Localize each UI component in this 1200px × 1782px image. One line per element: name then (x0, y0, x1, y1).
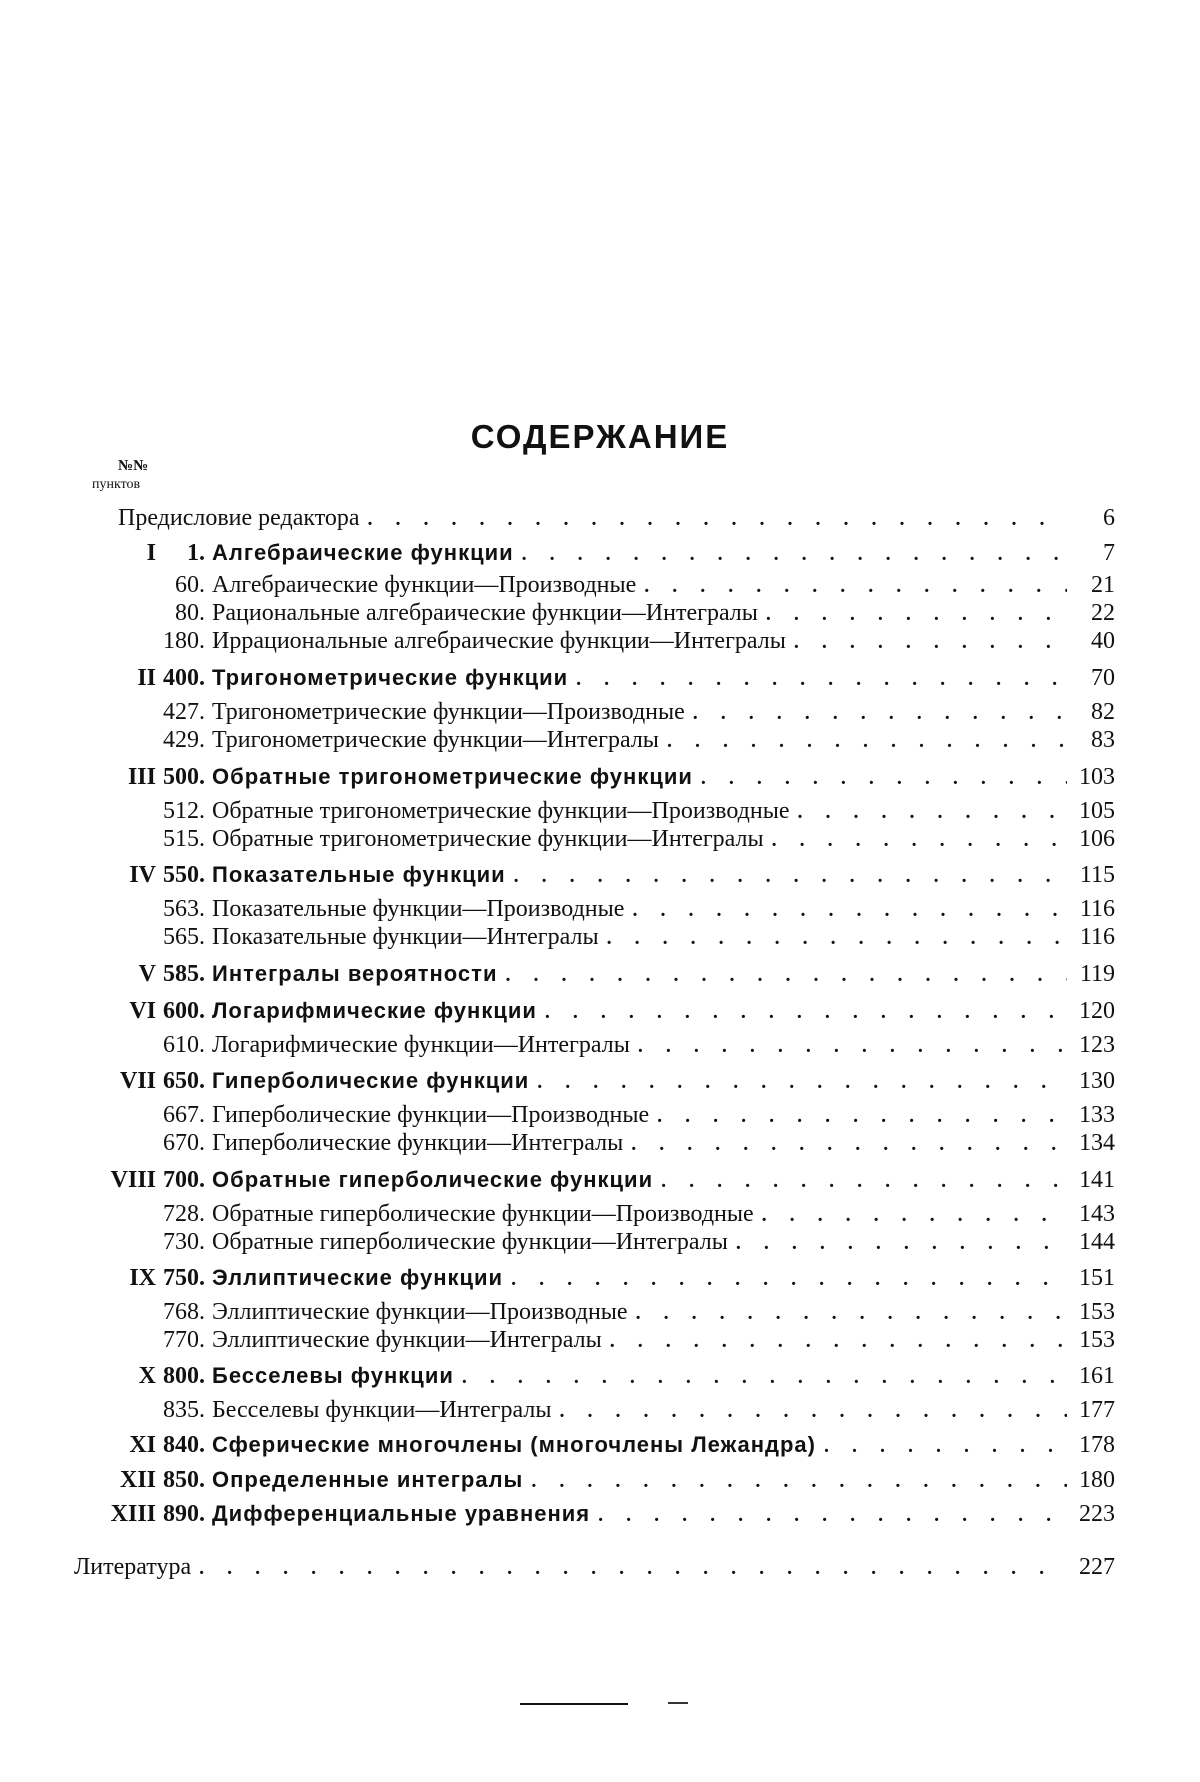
dot-leader (636, 1298, 1067, 1328)
column-header-number-sign: №№ (118, 458, 148, 475)
entry-title: Обратные тригонометрические функции (212, 762, 693, 792)
dot-leader (638, 1031, 1067, 1061)
page-number: 116 (1075, 922, 1115, 952)
entry-title: Гиперболические функции—Производные (212, 1100, 649, 1130)
dot-leader (661, 1166, 1067, 1196)
page-number: 134 (1075, 1128, 1115, 1158)
column-header-label: пунктов (92, 477, 140, 493)
page-number: 177 (1075, 1395, 1115, 1425)
toc-entry[interactable] (0, 1325, 1200, 1355)
section-number: 730. (163, 1227, 205, 1257)
section-number: 512. (163, 796, 205, 826)
page-number: 151 (1075, 1263, 1115, 1293)
section-number: 563. (163, 894, 205, 924)
page-number: 82 (1075, 697, 1115, 727)
section-number: 750. (163, 1263, 205, 1293)
page-number: 227 (1075, 1552, 1115, 1582)
entry-title: Сферические многочлены (многочлены Лежандра) (212, 1430, 816, 1460)
section-number: 60. (175, 570, 205, 600)
toc-entry[interactable] (0, 922, 1200, 952)
section-number: 650. (163, 1066, 205, 1096)
dot-leader (657, 1101, 1067, 1131)
dot-leader (736, 1228, 1067, 1258)
toc-entry[interactable] (0, 1361, 1200, 1391)
dot-leader (462, 1362, 1067, 1392)
entry-title: Обратные гиперболические функции—Интегралы (212, 1227, 728, 1257)
toc-entry[interactable] (0, 1128, 1200, 1158)
section-number: 80. (175, 598, 205, 628)
toc-entry[interactable] (0, 996, 1200, 1026)
dot-leader (762, 1200, 1067, 1230)
entry-title: Тригонометрические функции—Интегралы (212, 725, 659, 755)
entry-title: Показательные функции—Производные (212, 894, 624, 924)
dot-leader (607, 923, 1067, 953)
dot-leader (537, 1067, 1067, 1097)
dot-leader (531, 1466, 1067, 1496)
dot-leader (644, 571, 1067, 601)
chapter-roman-numeral: V (139, 959, 156, 989)
entry-title: Обратные гиперболические функции—Производные (212, 1199, 754, 1229)
page-number: 144 (1075, 1227, 1115, 1257)
toc-entry[interactable] (0, 894, 1200, 924)
page-number: 143 (1075, 1199, 1115, 1229)
toc-entry[interactable] (0, 1165, 1200, 1195)
section-number: 768. (163, 1297, 205, 1327)
footer-rule (520, 1703, 628, 1705)
section-number: 565. (163, 922, 205, 952)
chapter-roman-numeral: VII (120, 1066, 156, 1096)
entry-title: Предисловие редактора (118, 503, 360, 533)
chapter-roman-numeral: XI (129, 1430, 156, 1460)
dot-leader (505, 960, 1067, 990)
dot-leader (559, 1396, 1067, 1426)
entry-title: Тригонометрические функции—Производные (212, 697, 685, 727)
toc-entry[interactable] (0, 1030, 1200, 1060)
page-number: 105 (1075, 796, 1115, 826)
footer-dash (668, 1702, 688, 1704)
section-number: 600. (163, 996, 205, 1026)
page-number: 70 (1075, 663, 1115, 693)
entry-title: Иррациональные алгебраические функции—Интегралы (212, 626, 786, 656)
dot-leader (798, 797, 1068, 827)
page-number: 180 (1075, 1465, 1115, 1495)
entry-title: Эллиптические функции—Производные (212, 1297, 628, 1327)
page-number: 223 (1075, 1499, 1115, 1529)
section-number: 500. (163, 762, 205, 792)
entry-title: Обратные тригонометрические функции—Производные (212, 796, 790, 826)
toc-entry[interactable] (0, 1465, 1200, 1495)
dot-leader (522, 539, 1067, 569)
page-number: 116 (1075, 894, 1115, 924)
section-number: 610. (163, 1030, 205, 1060)
entry-title: Обратные тригонометрические функции—Интегралы (212, 824, 764, 854)
toc-entry[interactable] (0, 824, 1200, 854)
toc-entry[interactable] (0, 1227, 1200, 1257)
page-number: 161 (1075, 1361, 1115, 1391)
page-number: 103 (1075, 762, 1115, 792)
page-number: 153 (1075, 1325, 1115, 1355)
section-number: 585. (163, 959, 205, 989)
page-number: 178 (1075, 1430, 1115, 1460)
entry-title: Показательные функции (212, 860, 506, 890)
section-number: 840. (163, 1430, 205, 1460)
toc-entry[interactable] (0, 1395, 1200, 1425)
dot-leader (632, 895, 1067, 925)
entry-title: Литература (74, 1552, 191, 1582)
entry-title: Эллиптические функции—Интегралы (212, 1325, 602, 1355)
toc-entry[interactable] (0, 959, 1200, 989)
section-number: 770. (163, 1325, 205, 1355)
toc-entry[interactable] (0, 1297, 1200, 1327)
dot-leader (199, 1553, 1067, 1583)
dot-leader (772, 825, 1067, 855)
page-number: 119 (1075, 959, 1115, 989)
section-number: 670. (163, 1128, 205, 1158)
page-title: СОДЕРЖАНИЕ (0, 418, 1200, 456)
entry-title: Тригонометрические функции (212, 663, 568, 693)
entry-title: Дифференциальные уравнения (212, 1499, 590, 1529)
dot-leader (766, 599, 1067, 629)
dot-leader (368, 504, 1067, 534)
section-number: 429. (163, 725, 205, 755)
toc-entry[interactable] (0, 697, 1200, 727)
toc-entry[interactable] (0, 1430, 1200, 1460)
section-number: 835. (163, 1395, 205, 1425)
toc-entry[interactable] (0, 1066, 1200, 1096)
dot-leader (631, 1129, 1067, 1159)
entry-title: Логарифмические функции (212, 996, 537, 1026)
page-number: 123 (1075, 1030, 1115, 1060)
chapter-roman-numeral: X (139, 1361, 156, 1391)
section-number: 667. (163, 1100, 205, 1130)
toc-entry[interactable] (0, 570, 1200, 600)
entry-title: Гиперболические функции—Интегралы (212, 1128, 623, 1158)
toc-entry[interactable] (0, 1199, 1200, 1229)
section-number: 515. (163, 824, 205, 854)
toc-entry[interactable] (0, 626, 1200, 656)
toc-entry[interactable] (0, 538, 1200, 568)
dot-leader (511, 1264, 1067, 1294)
entry-title: Рациональные алгебраические функции—Интегралы (212, 598, 758, 628)
section-number: 728. (163, 1199, 205, 1229)
chapter-roman-numeral: VIII (111, 1165, 156, 1195)
chapter-roman-numeral: III (128, 762, 156, 792)
dot-leader (794, 627, 1067, 657)
dot-leader (514, 861, 1067, 891)
dot-leader (701, 763, 1067, 793)
chapter-roman-numeral: II (137, 663, 156, 693)
entry-title: Эллиптические функции (212, 1263, 503, 1293)
toc-entry[interactable] (0, 1263, 1200, 1293)
dot-leader (667, 726, 1067, 756)
dot-leader (598, 1500, 1067, 1530)
entry-title: Показательные функции—Интегралы (212, 922, 599, 952)
page-number: 6 (1075, 503, 1115, 533)
section-number: 890. (163, 1499, 205, 1529)
dot-leader (576, 664, 1067, 694)
chapter-roman-numeral: I (147, 538, 156, 568)
chapter-roman-numeral: XIII (111, 1499, 156, 1529)
page-number: 83 (1075, 725, 1115, 755)
chapter-roman-numeral: XII (120, 1465, 156, 1495)
entry-title: Алгебраические функции (212, 538, 514, 568)
chapter-roman-numeral: VI (129, 996, 156, 1026)
page-number: 40 (1075, 626, 1115, 656)
page-number: 153 (1075, 1297, 1115, 1327)
entry-title: Алгебраические функции—Производные (212, 570, 636, 600)
page-number: 120 (1075, 996, 1115, 1026)
entry-title: Обратные гиперболические функции (212, 1165, 653, 1195)
toc-entry[interactable] (0, 1499, 1200, 1529)
section-number: 1. (187, 538, 205, 568)
section-number: 427. (163, 697, 205, 727)
toc-entry[interactable] (0, 796, 1200, 826)
page-number: 7 (1075, 538, 1115, 568)
section-number: 800. (163, 1361, 205, 1391)
toc-entry[interactable] (0, 1552, 1200, 1582)
toc-entry[interactable] (0, 503, 1200, 533)
entry-title: Гиперболические функции (212, 1066, 529, 1096)
page-number: 22 (1075, 598, 1115, 628)
page-number: 106 (1075, 824, 1115, 854)
page-number: 133 (1075, 1100, 1115, 1130)
page-number: 141 (1075, 1165, 1115, 1195)
section-number: 550. (163, 860, 205, 890)
section-number: 850. (163, 1465, 205, 1495)
page-number: 130 (1075, 1066, 1115, 1096)
entry-title: Определенные интегралы (212, 1465, 523, 1495)
page-number: 21 (1075, 570, 1115, 600)
chapter-roman-numeral: IX (129, 1263, 156, 1293)
dot-leader (545, 997, 1067, 1027)
entry-title: Бесселевы функции—Интегралы (212, 1395, 551, 1425)
page-number: 115 (1075, 860, 1115, 890)
entry-title: Бесселевы функции (212, 1361, 454, 1391)
toc-entry[interactable] (0, 1100, 1200, 1130)
entry-title: Логарифмические функции—Интегралы (212, 1030, 630, 1060)
toc-entry[interactable] (0, 725, 1200, 755)
toc-entry[interactable] (0, 860, 1200, 890)
toc-entry[interactable] (0, 762, 1200, 792)
dot-leader (610, 1326, 1067, 1356)
section-number: 400. (163, 663, 205, 693)
section-number: 180. (163, 626, 205, 656)
section-number: 700. (163, 1165, 205, 1195)
entry-title: Интегралы вероятности (212, 959, 497, 989)
dot-leader (693, 698, 1067, 728)
dot-leader (824, 1431, 1067, 1461)
chapter-roman-numeral: IV (129, 860, 156, 890)
toc-entry[interactable] (0, 663, 1200, 693)
toc-entry[interactable] (0, 598, 1200, 628)
